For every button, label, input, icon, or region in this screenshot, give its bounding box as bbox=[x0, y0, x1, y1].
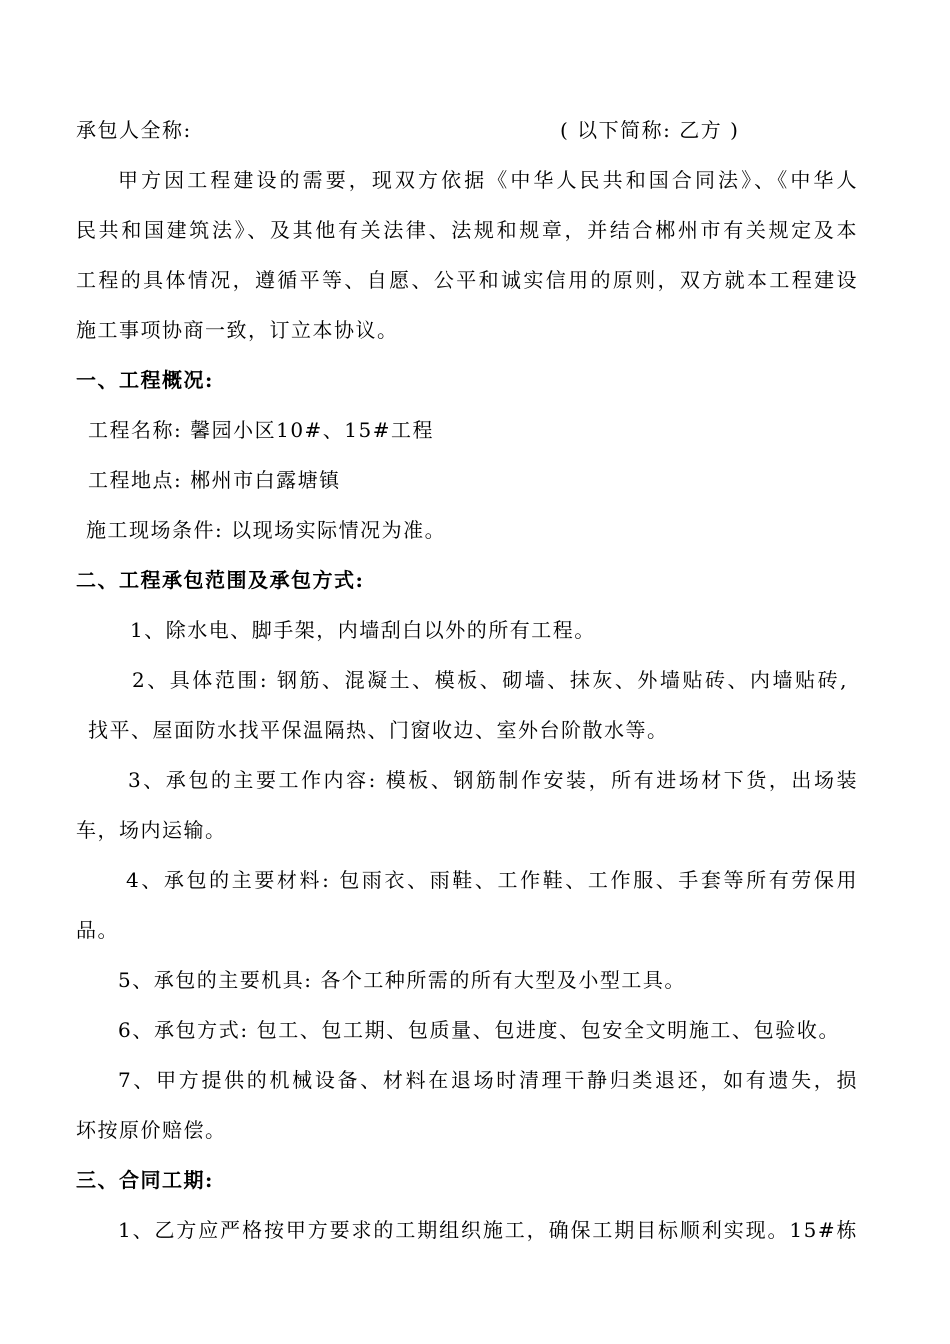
section-2-item-1: 1、除水电、脚手架，内墙刮白以外的所有工程。 bbox=[130, 618, 596, 642]
intro-line-1: 甲方因工程建设的需要，现双方依据《中华人民共和国合同法》、《中华人 bbox=[118, 168, 858, 192]
section-3-heading: 三、合同工期: bbox=[76, 1168, 214, 1192]
section-2-item-2-line-2: 找平、屋面防水找平保温隔热、门窗收边、室外台阶散水等。 bbox=[88, 718, 669, 742]
contractor-name-label: 承包人全称: bbox=[76, 118, 192, 142]
section-2-item-4-line-1: 4、承包的主要材料: 包雨衣、雨鞋、工作鞋、工作服、手套等所有劳保用 bbox=[126, 868, 858, 892]
section-2-item-2-line-1: 2、具体范围: 钢筋、混凝土、模板、砌墙、抹灰、外墙贴砖、内墙贴砖, bbox=[132, 668, 848, 692]
section-3-item-1-line-1: 1、乙方应严格按甲方要求的工期组织施工，确保工期目标顺利实现。15#栋 bbox=[118, 1218, 858, 1242]
project-location: 工程地点: 郴州市白露塘镇 bbox=[88, 468, 341, 492]
project-name: 工程名称: 馨园小区10#、15#工程 bbox=[88, 418, 435, 442]
intro-line-2: 民共和国建筑法》、及其他有关法律、法规和规章，并结合郴州市有关规定及本 bbox=[76, 218, 858, 242]
section-2-item-3-line-1: 3、承包的主要工作内容: 模板、钢筋制作安装，所有进场材下货，出场装 bbox=[128, 768, 858, 792]
section-2-item-7-line-1: 7、甲方提供的机械设备、材料在退场时清理干静归类退还，如有遗失，损 bbox=[118, 1068, 858, 1092]
section-2-heading: 二、工程承包范围及承包方式: bbox=[76, 568, 365, 592]
contractor-alias: ( 以下简称: 乙方 ) bbox=[560, 118, 740, 142]
intro-line-4: 施工事项协商一致，订立本协议。 bbox=[76, 318, 399, 342]
section-2-item-4-line-2: 品。 bbox=[76, 918, 119, 942]
intro-line-3: 工程的具体情况，遵循平等、自愿、公平和诚实信用的原则，双方就本工程建设 bbox=[76, 268, 858, 292]
section-2-item-6: 6、承包方式: 包工、包工期、包质量、包进度、包安全文明施工、包验收。 bbox=[118, 1018, 840, 1042]
section-2-item-3-line-2: 车，场内运输。 bbox=[76, 818, 227, 842]
section-1-heading: 一、工程概况: bbox=[76, 368, 214, 392]
section-2-item-5: 5、承包的主要机具: 各个工种所需的所有大型及小型工具。 bbox=[118, 968, 686, 992]
section-2-item-7-line-2: 坏按原价赔偿。 bbox=[76, 1118, 227, 1142]
site-conditions: 施工现场条件: 以现场实际情况为准。 bbox=[86, 518, 447, 542]
